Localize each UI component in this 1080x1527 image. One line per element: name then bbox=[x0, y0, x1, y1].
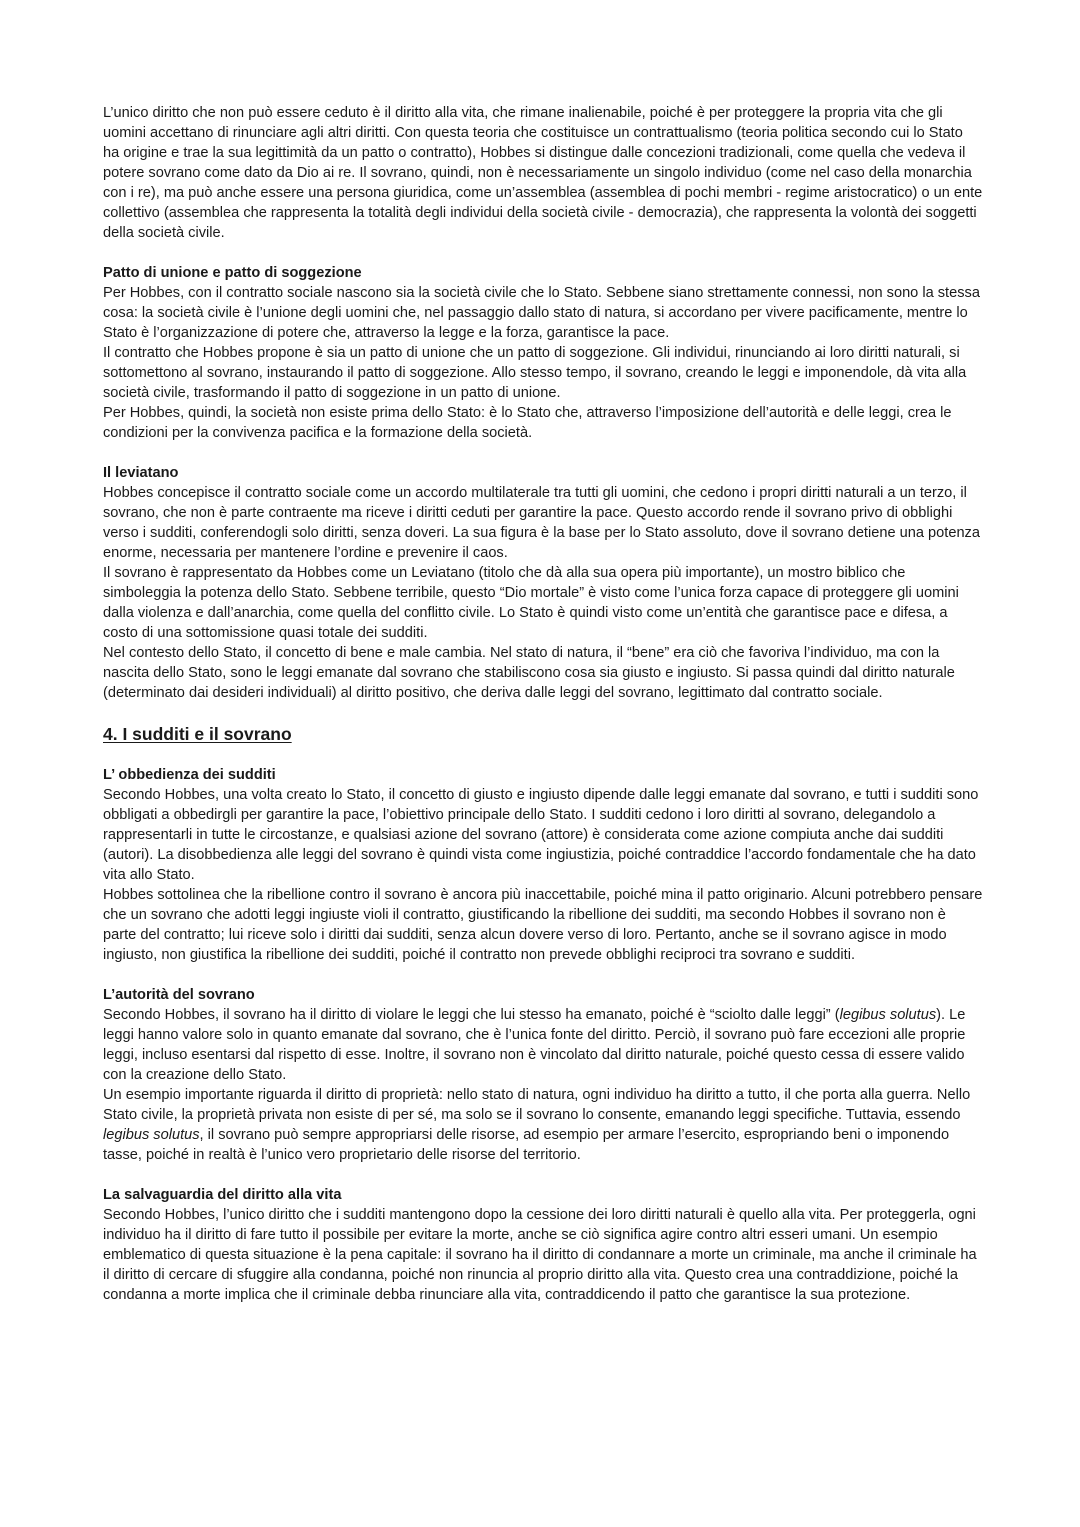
chapter-heading: 4. I sudditi e il sovrano bbox=[103, 724, 292, 744]
paragraph: Il contratto che Hobbes propone è sia un patto di unione che un patto di soggezione. Gli individui, rinunciando ai loro diritti naturali, si sottomettono al sovrano, instaurando il patto di soggezione. Allo stesso tempo, il sovrano, creando le leggi e imponendole, dà vita alla società civile, trasformando il patto di soggezione in un patto di unione. bbox=[103, 345, 967, 401]
paragraph: Il sovrano è rappresentato da Hobbes come un Leviatano (titolo che dà alla sua opera più importante), un mostro biblico che simboleggia la potenza dello Stato. Sebbene terribile, questo “Dio mortale” è visto come l’unica forza capace di proteggere gli uomini dalla violenza e dall’anarchia, come quella del conflitto civile. Lo Stato è quindi visto come un’entità che garantisce pace e difesa, a costo di una sottomissione quasi totale dei sudditi. bbox=[103, 565, 959, 641]
paragraph: Hobbes sottolinea che la ribellione contro il sovrano è ancora più inaccettabile, poiché mina il patto originario. Alcuni potrebbero pensare che un sovrano che adotti leggi ingiuste violi il contratto, giustificando la ribellione dei sudditi, ma secondo Hobbes il sovrano non è parte del contratto; lui riceve solo i diritti dai sudditi, senza alcun dovere verso di loro. Pertanto, anche se il sovrano agisce in modo ingiusto, non giustifica la ribellione dei sudditi, poiché il contratto non prevede obblighi reciproci tra sovrano e sudditi. bbox=[103, 887, 983, 963]
section-heading: L’autorità del sovrano bbox=[103, 987, 255, 1003]
section-heading: Il leviatano bbox=[103, 465, 179, 481]
section-heading: Patto di unione e patto di soggezione bbox=[103, 265, 362, 281]
section-heading: La salvaguardia del diritto alla vita bbox=[103, 1187, 342, 1203]
paragraph bbox=[103, 1005, 983, 1085]
section-heading: L’ obbedienza dei sudditi bbox=[103, 767, 276, 783]
paragraph: Per Hobbes, con il contratto sociale nascono sia la società civile che lo Stato. Sebbene siano strettamente connessi, non sono la stessa cosa: la società civile è l’unione degli uomini che, nel passaggio dallo stato di natura, si accordano per vivere pacificamente, mentre lo Stato è l’organizzazione di potere che, attraverso la legge e la forza, garantisce la pace. bbox=[103, 285, 980, 341]
text-run: , il sovrano può sempre appropriarsi delle risorse, ad esempio per armare l’esercito, espropriando beni o imponendo tasse, poiché in realtà è l’unico vero proprietario delle risorse del territorio. bbox=[103, 1127, 950, 1163]
paragraph: Per Hobbes, quindi, la società non esiste prima dello Stato: è lo Stato che, attraverso l’imposizione dell’autorità e delle leggi, crea le condizioni per la convivenza pacifica e la formazione della società. bbox=[103, 405, 952, 441]
text-run: Secondo Hobbes, il sovrano ha il diritto di violare le leggi che lui stesso ha emanato, poiché è “sciolto dalle leggi” ( bbox=[103, 1007, 840, 1023]
paragraph: Secondo Hobbes, una volta creato lo Stato, il concetto di giusto e ingiusto dipende dalle leggi emanate dal sovrano, e tutti i sudditi sono obbligati a obbedirgli per garantire la pace, l’obiettivo principale dello Stato. I sudditi cedono i loro diritti al sovrano, delegandolo a rappresentarli in tutte le circostanze, e qualsiasi azione del sovrano (attore) è considerata come azione compiuta anche dai sudditi (autori). La disobbedienza alle leggi del sovrano è quindi vista come ingiustizia, poiché contraddice l’accordo fondamentale che ha dato vita allo Stato. bbox=[103, 787, 979, 883]
paragraph: Secondo Hobbes, l’unico diritto che i sudditi mantengono dopo la cessione dei loro diritti naturali è quello alla vita. Per proteggerla, ogni individuo ha il diritto di fare tutto il possibile per evitare la morte, anche se ciò significa agire contro altri esseri umani. Un esempio emblematico di questa situazione è la pena capitale: il sovrano ha il diritto di condannare a morte un criminale, ma anche il criminale ha il diritto di cercare di sfuggire alla condanna, poiché non rinuncia al proprio diritto alla vita. Questo crea una contraddizione, poiché la condanna a morte implica che il criminale debba rinunciare alla vita, contraddicendo il patto che garantisce la sua protezione. bbox=[103, 1207, 977, 1303]
latin-term: legibus solutus bbox=[839, 1007, 937, 1023]
section-autorita bbox=[103, 985, 983, 1165]
document-page bbox=[103, 103, 983, 1305]
section-patto bbox=[103, 263, 983, 443]
intro-section bbox=[103, 103, 983, 243]
section-obbedienza bbox=[103, 765, 983, 965]
text-run: ). Le leggi hanno valore solo in quanto emanate dal sovrano, che è l’unica fonte del diritto. Perciò, il sovrano può fare eccezioni alle proprie leggi, incluso esentarsi dal rispetto di esse. Inoltre, il sovrano non è vincolato dal diritto naturale, poiché questo cessa di essere valido con la creazione dello Stato. bbox=[103, 1007, 966, 1083]
paragraph bbox=[103, 1085, 983, 1165]
paragraph: L’unico diritto che non può essere ceduto è il diritto alla vita, che rimane inalienabile, poiché è per proteggere la propria vita che gli uomini accettano di rinunciare agli altri diritti. Con questa teoria che costituisce un contrattualismo (teoria politica secondo cui lo Stato ha origine e trae la sua legittimità da un patto o contratto), Hobbes si distingue dalle concezioni tradizionali, come quella che vedeva il potere sovrano come dato da Dio ai re. Il sovrano, quindi, non è necessariamente un singolo individuo (come nel caso della monarchia con i re), ma può anche essere una persona giuridica, come un’assemblea (assemblea di pochi membri - regime aristocratico) o un ente collettivo (assemblea che rappresenta la totalità degli individui della società civile - democrazia), che rappresenta la volontà dei soggetti della società civile. bbox=[103, 105, 983, 241]
paragraph: Nel contesto dello Stato, il concetto di bene e male cambia. Nel stato di natura, il “bene” era ciò che favoriva l’individuo, ma con la nascita dello Stato, sono le leggi emanate dal sovrano che stabiliscono cosa sia giusto e ingiusto. Si passa quindi dal diritto naturale (determinato dai desideri individuali) al diritto positivo, che deriva dalle leggi del sovrano, legittimato dal contratto sociale. bbox=[103, 645, 955, 701]
section-leviatano bbox=[103, 463, 983, 703]
paragraph: Hobbes concepisce il contratto sociale come un accordo multilaterale tra tutti gli uomini, che cedono i propri diritti naturali a un terzo, il sovrano, che non è parte contraente ma riceve i diritti ceduti per garantire la pace. Questo accordo rende il sovrano privo di obblighi verso i sudditi, conferendogli solo diritti, senza doveri. La sua figura è la base per lo Stato assoluto, dove il sovrano detiene una potenza enorme, necessaria per mantenere l’ordine e prevenire il caos. bbox=[103, 485, 980, 561]
section-salvaguardia bbox=[103, 1185, 983, 1305]
text-run: Un esempio importante riguarda il diritto di proprietà: nello stato di natura, ogni individuo ha diritto a tutto, il che porta alla guerra. Nello Stato civile, la proprietà privata non esiste di per sé, ma solo se il sovrano lo consente, emanando leggi specifiche. Tuttavia, essendo bbox=[103, 1087, 971, 1123]
latin-term: legibus solutus bbox=[103, 1127, 200, 1143]
